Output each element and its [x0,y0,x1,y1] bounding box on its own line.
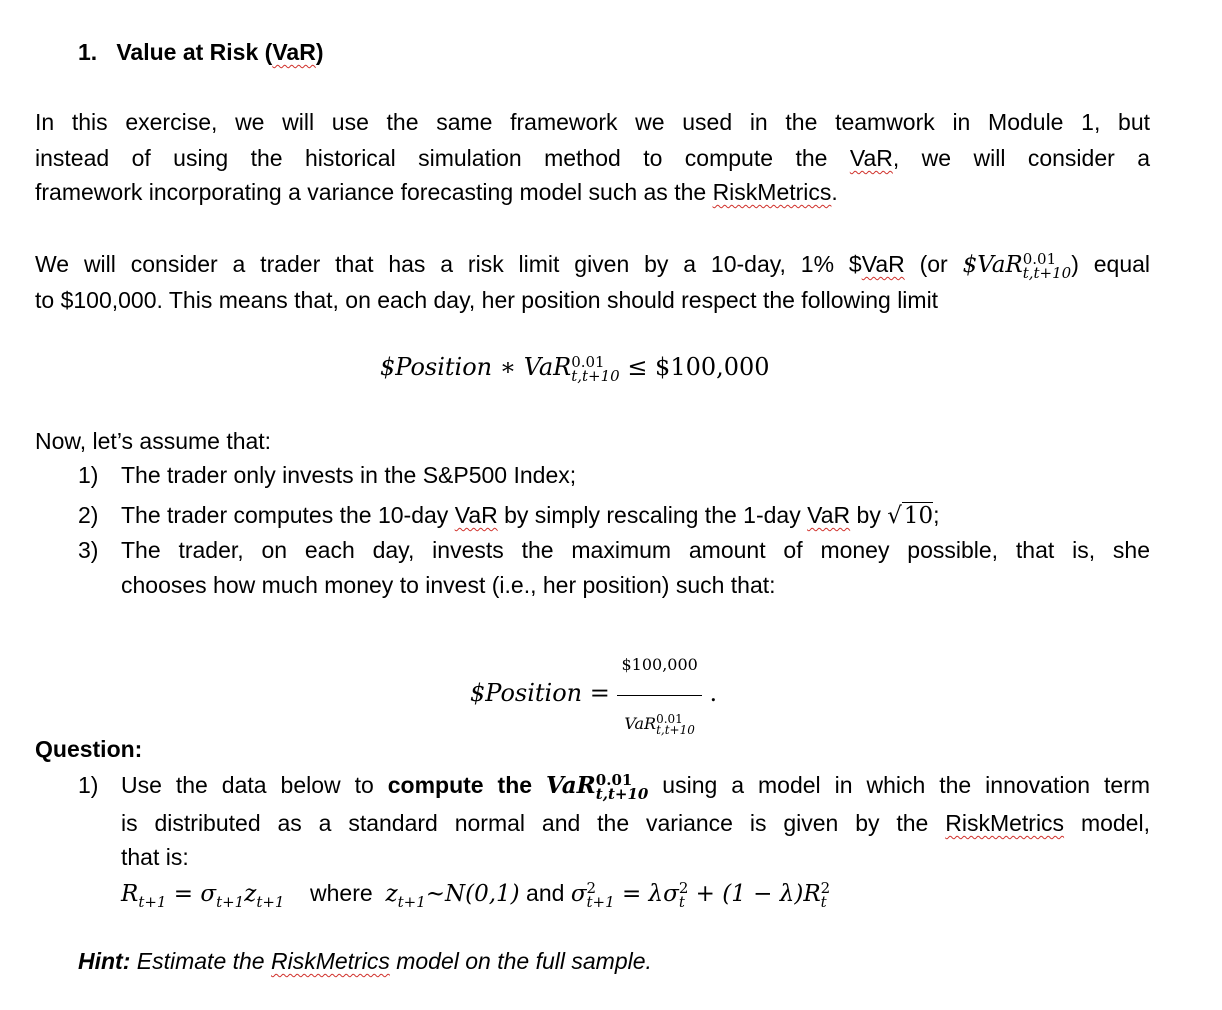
eq2-sup: 0.01 [656,711,683,726]
item-2-d: ; [933,502,940,528]
eq-R: R [121,881,139,907]
question-number: 1) [78,772,99,798]
item-1-text: The trader only invests in the S&P500 Index; [121,462,577,488]
q-l2b: model, [1064,810,1150,836]
item-2-text [121,500,1150,531]
p2-math-var: $VaR [962,252,1023,278]
eq-l2-sup: 2 [678,878,689,897]
p2-var: VaR [861,251,905,277]
question-line3: that is: [121,844,189,870]
eq1-rhs: ≤ $100,000 [619,353,770,381]
eq1-position: $Position ∗ [380,353,524,381]
title-text: Value at Risk ( [116,39,273,65]
p2-l2: to $100,000. This means that, on each day, her position should respect the following limit [35,287,939,313]
eq-sigma-sub: t+1 [216,893,245,911]
hint-riskmetrics: RiskMetrics [271,948,390,974]
item-2-b: by simply rescaling the 1-day [497,502,808,528]
p2-line1 [35,249,1150,280]
eq2-lhs: $Position = [470,678,618,707]
p2-sub: t,t+10 [1022,263,1072,282]
eq2-sub: t,t+10 [656,722,695,737]
item-2-var2: VaR [807,502,851,528]
p1-var: VaR [849,145,893,171]
q-riskmetrics: RiskMetrics [945,810,1065,836]
q-l1c: using a model in which the innovation term [648,772,1151,798]
eq-sigma: = σ [166,881,217,907]
eq2-numerator: $100,000 [617,638,701,696]
eq-r-sub: t [820,892,827,911]
p2-l1c: ) equal [1071,251,1151,277]
p1-l2a: instead of using the historical simulation method to compute the [35,145,850,171]
question-line1 [121,770,1150,801]
question-label: Question: [35,736,143,762]
eq-and: and [526,880,565,906]
p1-l3b: . [831,179,838,205]
p1-riskmetrics: RiskMetrics [712,179,832,205]
p1-line3 [35,177,1150,207]
q-l1a: Use the data below to [121,772,388,798]
eq-dist: ~N(0,1) [425,881,520,907]
eq2-end: . [701,678,718,707]
eq-z-sub: t+1 [256,893,285,911]
q-sup: 0.01 [595,770,633,789]
sqrt-icon: √ [887,503,902,529]
p1-line1 [35,107,1150,137]
eq-l2-sub: t [678,892,685,911]
p2-l1a: We will consider a trader that has a risk limit given by a 10-day, 1% $ [35,251,862,277]
p1-l1: In this exercise, we will use the same framework we used in the teamwork in Module 1, but [35,109,1150,135]
q-var: VaR [546,772,596,799]
limit-equation [380,352,770,383]
eq1-sup: 0.01 [571,352,605,371]
q-l2a: is distributed as a standard normal and the variance is given by the [121,810,946,836]
q-sub: t,t+10 [595,784,649,803]
question-line2 [121,808,1150,838]
eq1-var: VaR [523,353,572,381]
hint-a: Estimate the [130,948,271,974]
item-2-var1: VaR [454,502,498,528]
p2-l1b: (or [904,251,963,277]
eq-sig-sup: 2 [586,878,597,897]
p1-l2b: , we will consider a [892,145,1150,171]
riskmetrics-equation [121,878,1150,917]
q-l1b: compute the [387,772,547,798]
hint [78,946,1150,976]
eq-z2-sub: t+1 [397,893,426,911]
eq-z2: z [385,881,398,907]
eq-Rsub: t+1 [138,893,167,911]
eq-sig-sub: t+1 [586,892,615,911]
eq-rest: + (1 − λ)R [688,881,821,907]
item-3-line2: chooses how much money to invest (i.e., her position) such that: [121,572,776,598]
item-2-c: by [850,502,888,528]
item-2-radicand: 10 [903,503,934,529]
eq2-denominator: VaR [624,714,657,733]
p2-line2 [35,285,1150,315]
eq1-sub: t,t+10 [571,366,620,385]
hint-label: Hint: [78,948,131,974]
eq-where: where [310,880,373,906]
section-title [78,37,1193,67]
eq-r-sup: 2 [820,878,831,897]
eq-lambda: = λσ [614,881,679,907]
item-2-number: 2) [78,502,99,528]
item-2-a: The trader computes the 10-day [121,502,455,528]
title-close: ) [315,39,324,65]
eq-sig: σ [570,881,587,907]
item-1-number: 1) [78,462,99,488]
title-var: VaR [272,39,316,65]
eq-z: z [244,881,257,907]
p1-line2 [35,143,1150,173]
hint-b: model on the full sample. [389,948,652,974]
p1-l3a: framework incorporating a variance forecasting model such as the [35,179,713,205]
assumptions-intro: Now, let’s assume that: [35,428,272,454]
item-3-line1: The trader, on each day, invests the maximum amount of money possible, that is, she [121,537,1150,563]
section-number: 1. [78,39,98,65]
item-3-number: 3) [78,537,99,563]
p2-sup: 0.01 [1022,249,1057,268]
